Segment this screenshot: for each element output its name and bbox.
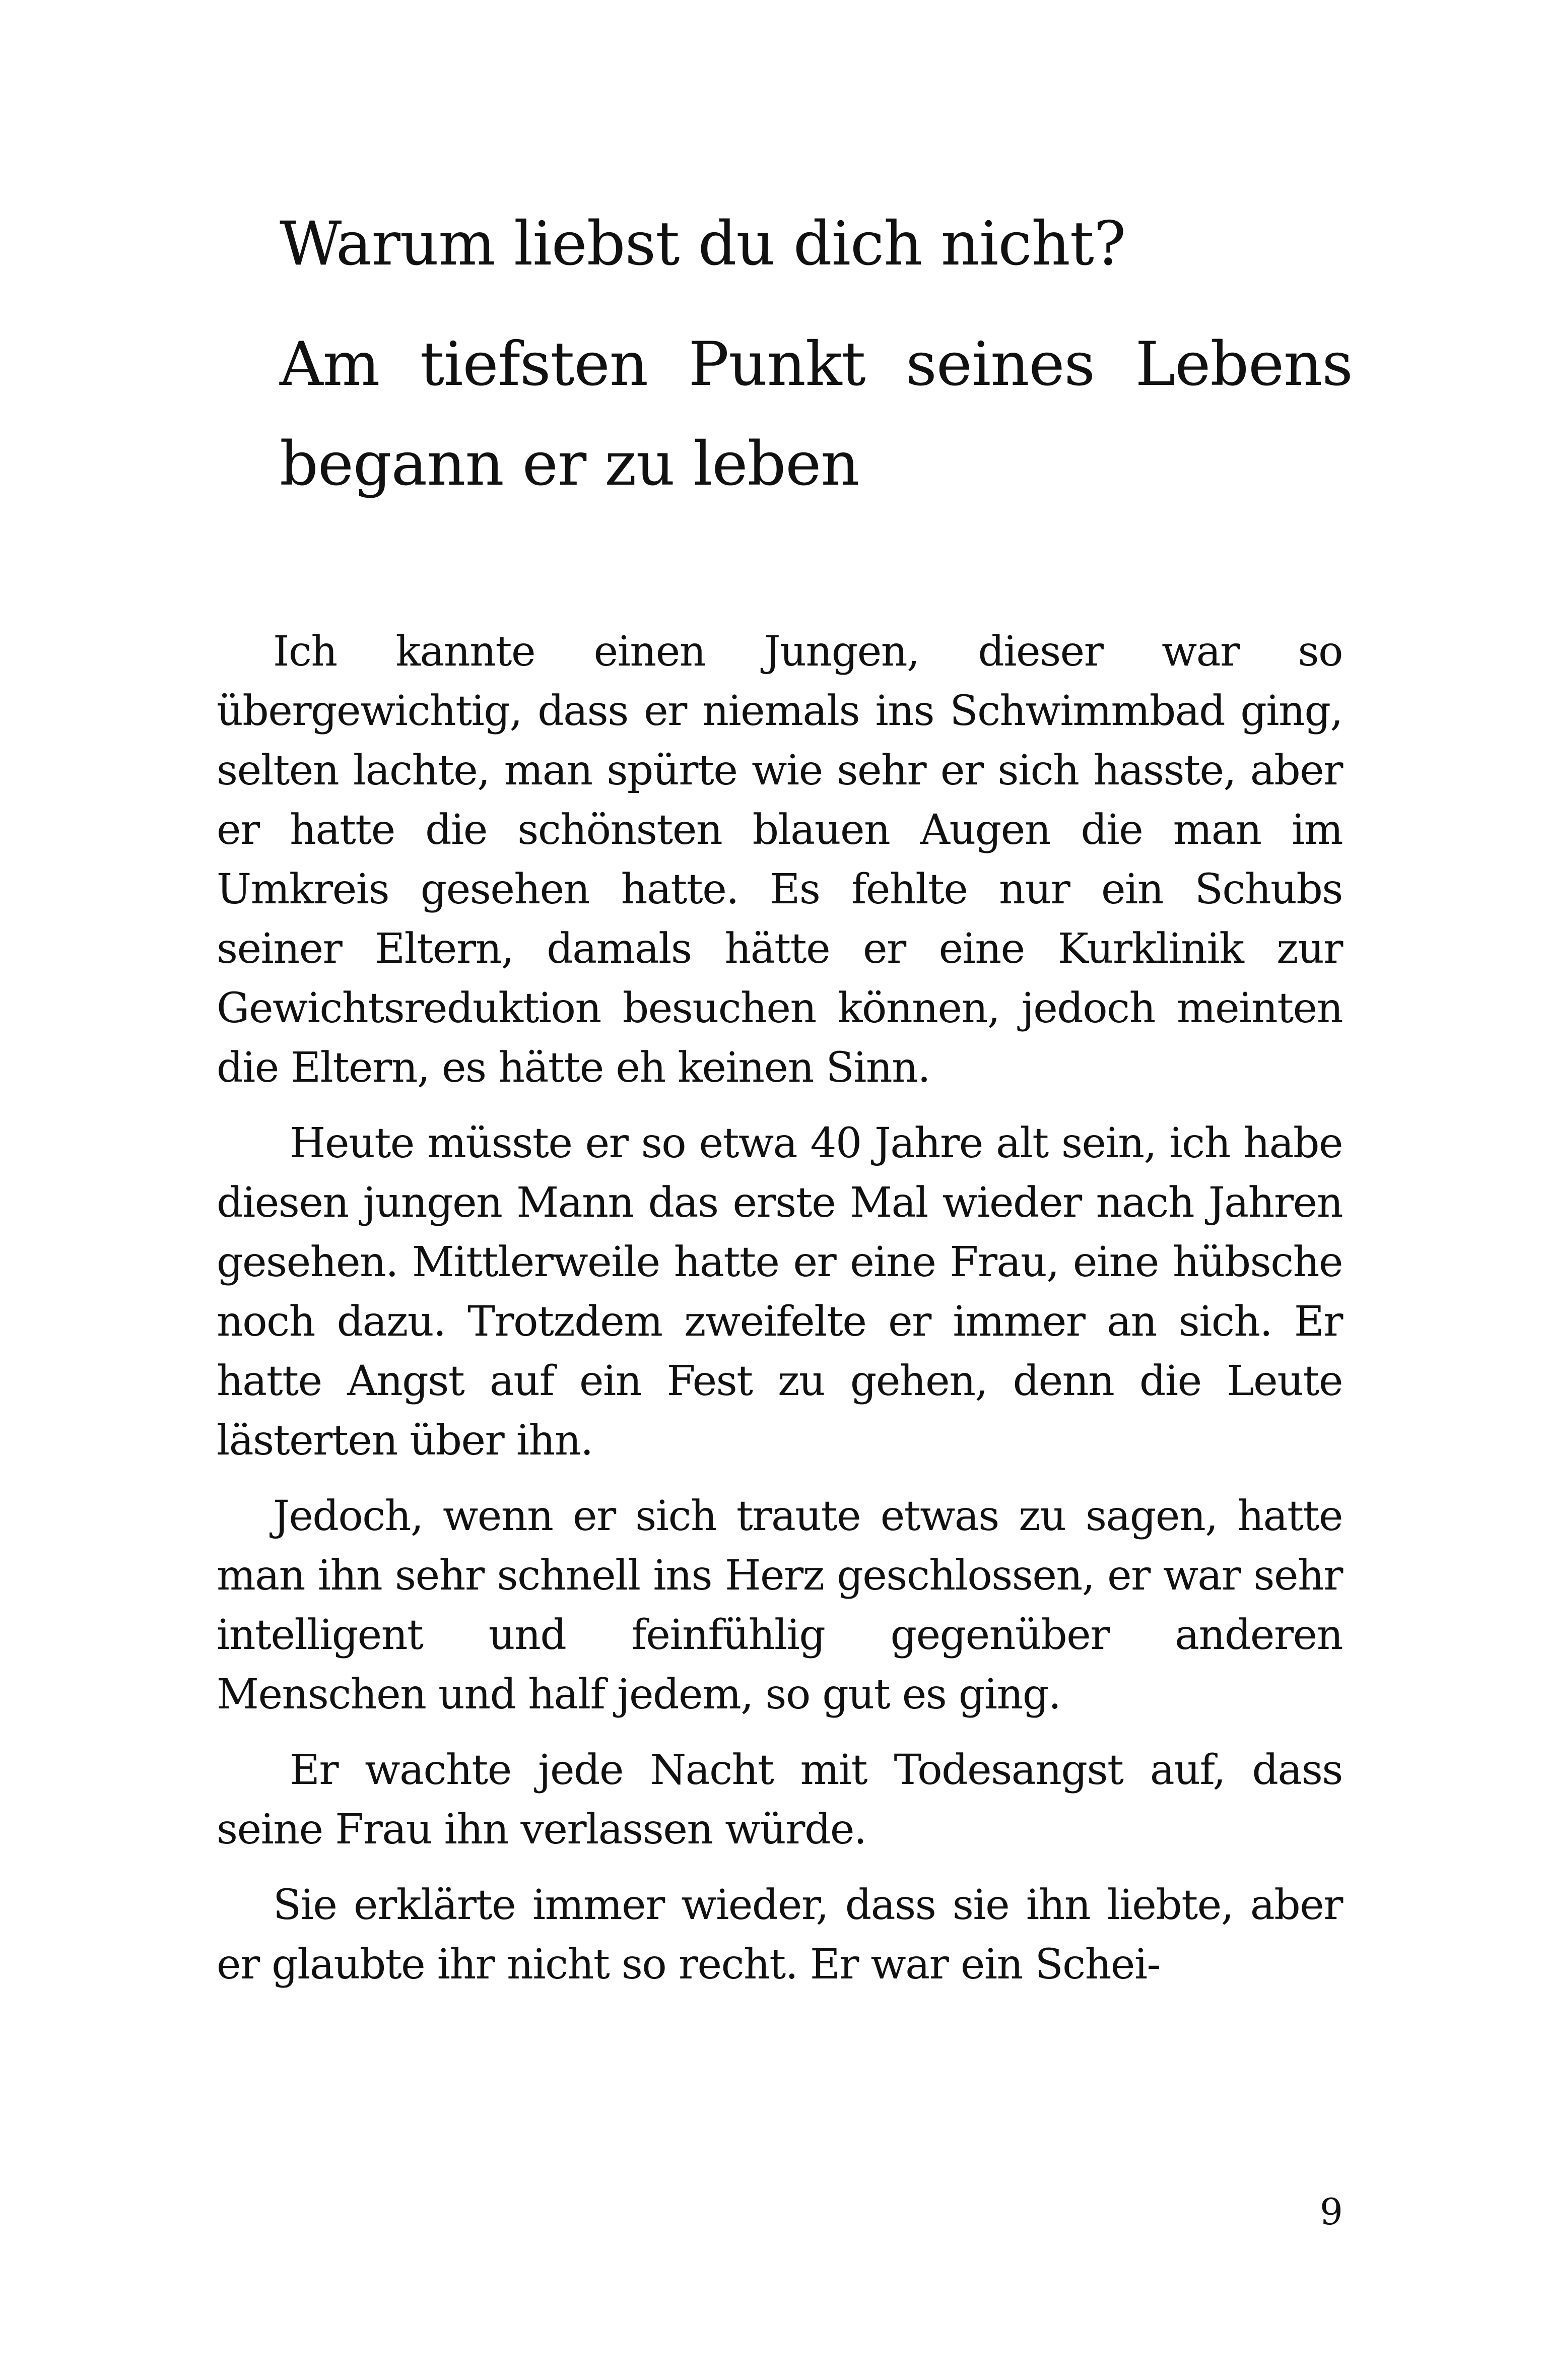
paragraph-2: Heute müsste er so etwa 40 Jahre alt sein, ich habe diesen jungen Mann das erste Mal wieder nach Jahren gesehen. Mittlerweile hatte er eine Frau, eine hübsche noch dazu. Trotzdem zweifelte er immer an sich. Er hatte Angst auf ein Fest zu gehen, denn die Leute lästerten über ihn. <box>217 1119 1342 1465</box>
chapter-heading <box>280 209 1353 514</box>
page-number: 9 <box>1320 2191 1343 2233</box>
body-text <box>217 622 1342 2011</box>
chapter-subtitle: Am tiefsten Punkt seines Lebens begann er zu leben <box>280 329 1353 499</box>
paragraph-1: Ich kannte einen Jungen, dieser war so übergewichtig, dass er niemals ins Schwimmbad ging, selten lachte, man spürte wie sehr er sich hasste, aber er hatte die schönsten blauen Augen die man im Umkreis gesehen hatte. Es fehlte nur ein Schubs seiner Eltern, damals hätte er eine Kurklinik zur Gewichtsreduktion besuchen können, jedoch meinten die Eltern, es hätte eh keinen Sinn. <box>217 628 1342 1092</box>
paragraph-4: Er wachte jede Nacht mit Todesangst auf, dass seine Frau ihn verlassen würde. <box>217 1746 1342 1854</box>
chapter-title: Warum liebst du dich nicht? <box>280 209 1126 279</box>
paragraph-3: Jedoch, wenn er sich traute etwas zu sagen, hatte man ihn sehr schnell ins Herz geschlossen, er war sehr intelligent und feinfühlig gegenüber anderen Menschen und half jedem, so gut es ging. <box>217 1492 1342 1718</box>
paragraph-5: Sie erklärte immer wieder, dass sie ihn liebte, aber er glaubte ihr nicht so recht. Er war ein Schei- <box>217 1881 1342 1989</box>
